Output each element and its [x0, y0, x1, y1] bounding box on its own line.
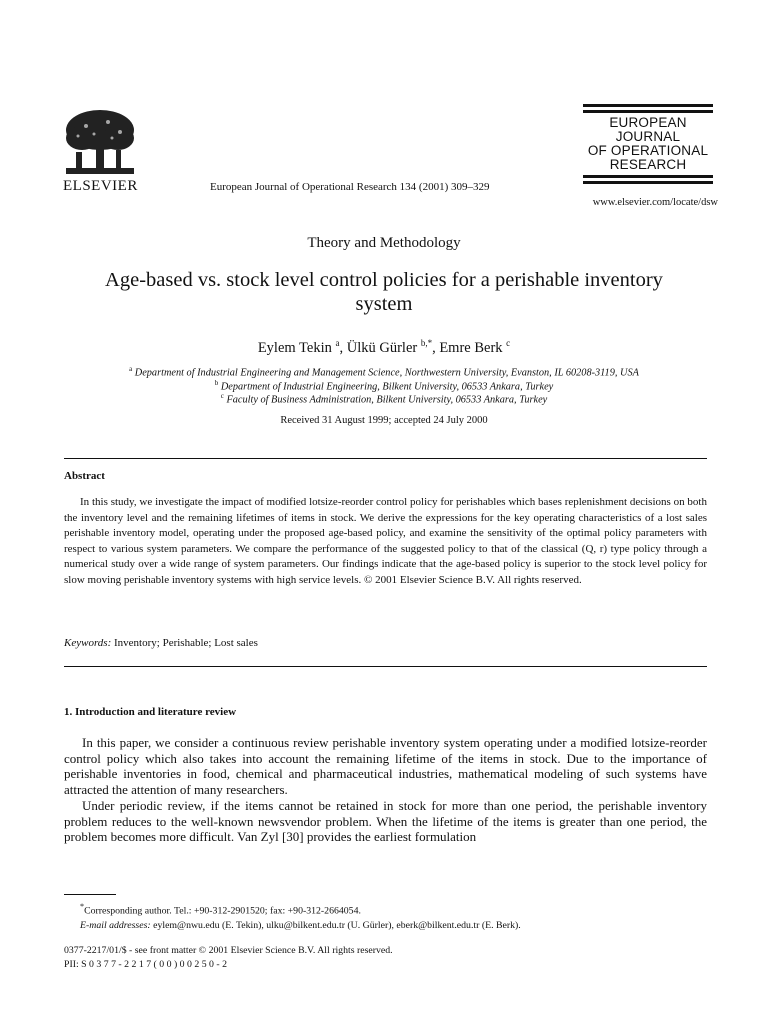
affiliation-text: Department of Industrial Engineering and Management Science, Northwestern University, Evanston, IL 60208-3119, USA [134, 367, 639, 379]
paragraph: Under periodic review, if the items cannot be retained in stock for more than one period, the perishable inventory problem reduces to the well-known newsvendor problem. When the lifetime of the items is greater than one period, the problem becomes more difficult. Van Zyl [30] provides the earliest formulation [64, 797, 707, 845]
author-name: Eylem Tekin [257, 339, 332, 356]
journal-logo-line: OF OPERATIONAL [587, 143, 709, 158]
received-dates: Received 31 August 1999; accepted 24 July 2000 [280, 415, 488, 426]
affiliation-sup: a [129, 365, 133, 373]
email-label: E-mail addresses: [80, 920, 151, 932]
affiliation-text: Department of Industrial Engineering, Bilkent University, 06533 Ankara, Turkey [220, 381, 554, 393]
front-matter [64, 944, 393, 972]
author-name: Ülkü Gürler [346, 339, 418, 356]
paragraph: In this paper, we consider a continuous review perishable inventory system operating under a modified lotsize-reorder control policy which also takes into account the remaining lifetime of the items in stock. Due to the importance of perishable inventories in food, chemical and pharmaceutical industries, mathematical modeling of such systems have attracted the attention of many researchers. [64, 735, 707, 798]
section-body [64, 735, 707, 845]
journal-logo-line: JOURNAL [615, 129, 681, 144]
affiliation [0, 392, 768, 405]
affiliation [0, 379, 768, 392]
copyright-line: 0377-2217/01/$ - see front matter © 2001 Elsevier Science B.V. All rights reserved. [64, 945, 393, 956]
article-section: Theory and Methodology [307, 235, 461, 251]
divider [64, 458, 707, 459]
affiliation-sup: c [220, 392, 224, 400]
pii-line: PII: S 0 3 7 7 - 2 2 1 7 ( 0 0 ) 0 0 2 5 0 - 2 [64, 959, 228, 970]
keywords-list: Inventory; Perishable; Lost sales [114, 637, 258, 649]
divider [64, 666, 707, 667]
journal-logo-line: EUROPEAN [609, 115, 687, 130]
affiliation [0, 365, 768, 378]
abstract-heading: Abstract [64, 470, 105, 482]
keywords [64, 637, 258, 649]
affiliation-sup: b [214, 379, 219, 387]
journal-logo-line: RESEARCH [609, 157, 687, 172]
article-title: Age-based vs. stock level control policies for a perishable inventory system [105, 269, 663, 315]
footnote [64, 899, 521, 933]
abstract-text: In this study, we investigate the impact of modified lotsize-reorder control policy for perishables which bases replenishment decisions on both the inventory level and the remaining lifetimes of items in stock. We derive the expressions for the key operating characteristics of a lost sales perishable inventory model, operating under the proposed age-based policy, and examine the sensitivity of the optimal policy parameters with respect to various system parameters. We compare the performance of the suggested policy to that of the classical (Q, r) type policy through a numerical study over a wide range of system parameters. Our findings indicate that the age-based policy is superior to the stock level policy for slow moving perishable inventory systems with high service levels. © 2001 Elsevier Science B.V. All rights reserved. [64, 496, 707, 586]
author-sup: c [506, 338, 511, 348]
section-heading: 1. Introduction and literature review [64, 706, 237, 718]
email-addresses: eylem@nwu.edu (E. Tekin), ulku@bilkent.edu.tr (U. Gürler), eberk@bilkent.edu.tr (E. Berk). [153, 920, 521, 932]
journal-url[interactable]: www.elsevier.com/locate/dsw [592, 197, 718, 208]
corresponding-author: Corresponding author. Tel.: +90-312-2901520; fax: +90-312-2664054. [84, 905, 361, 917]
affiliation-text: Faculty of Business Administration, Bilkent University, 06533 Ankara, Turkey [226, 394, 548, 406]
publisher-name: ELSEVIER [63, 178, 138, 194]
journal-logo [583, 104, 713, 187]
journal-citation: European Journal of Operational Research 134 (2001) 309–329 [210, 181, 490, 193]
keywords-label: Keywords: [64, 637, 112, 649]
author-list: Eylem Tekin $^a$, Ülkü Gürler $^{b,*}$, Emre Berk $^c$ [257, 338, 511, 356]
footnote-rule [64, 894, 116, 895]
footnote-mark: * [80, 902, 85, 911]
author-sup: a [335, 338, 340, 348]
author-sup: b,* [420, 338, 433, 348]
author-name: Emre Berk [439, 339, 503, 356]
elsevier-tree-logo-icon [62, 108, 138, 178]
